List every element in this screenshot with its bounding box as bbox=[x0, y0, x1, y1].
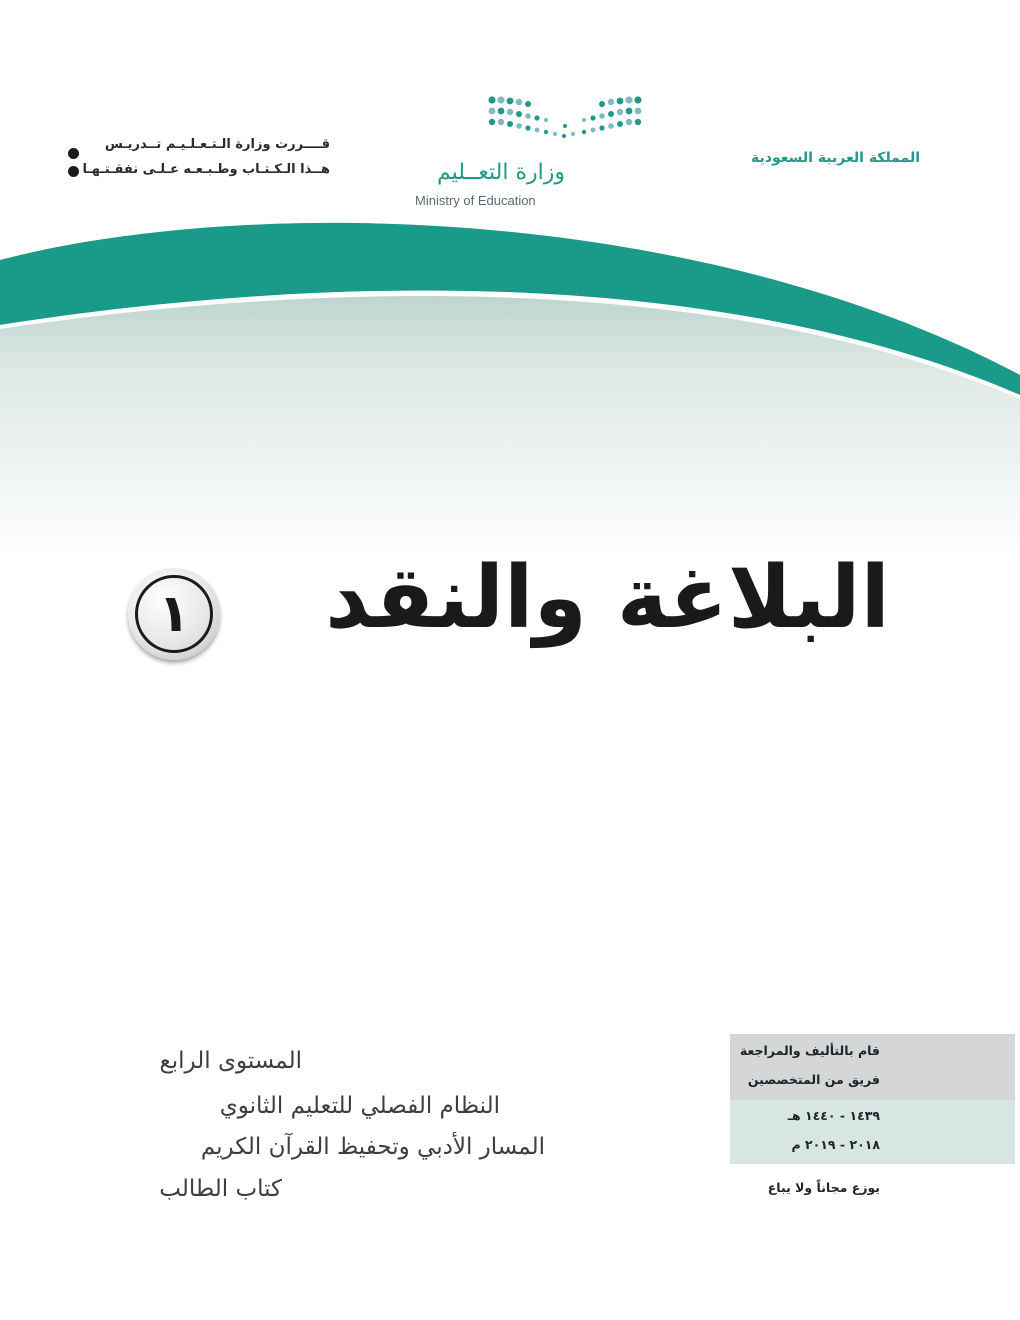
ministry-name-arabic: وزارة التعــليم bbox=[436, 160, 565, 185]
bullet-icon bbox=[68, 166, 79, 177]
header-wave bbox=[0, 215, 1020, 560]
track-label: المسار الأدبي وتحفيظ القرآن الكريم bbox=[200, 1134, 545, 1160]
kingdom-name: المملكة العربية السعودية bbox=[751, 150, 920, 166]
book-title: البلاغة والنقد bbox=[325, 548, 890, 648]
volume-number: ١ bbox=[135, 575, 213, 653]
book-type-label: كتاب الطالب bbox=[159, 1176, 282, 1202]
ministry-logo-icon bbox=[480, 90, 650, 160]
volume-badge bbox=[128, 568, 220, 660]
bullet-icon bbox=[68, 148, 79, 159]
ministry-name-english: Ministry of Education bbox=[415, 193, 536, 208]
system-label: النظام الفصلي للتعليم الثانوي bbox=[219, 1093, 500, 1119]
distribution-note: يوزع مجاناً ولا يباع bbox=[767, 1180, 880, 1195]
authored-by: قام بالتأليف والمراجعة bbox=[739, 1043, 880, 1058]
hijri-year: ١٤٣٩ - ١٤٤٠ هـ bbox=[787, 1108, 880, 1123]
level-label: المستوى الرابع bbox=[159, 1048, 302, 1074]
gregorian-year: ٢٠١٨ - ٢٠١٩ م bbox=[791, 1137, 880, 1152]
decree-line-2: هــذا الـكـتـاب وطـبـعـه عـلـى نفقـتـهـا bbox=[82, 162, 330, 177]
authoring-team: فريق من المتخصصين bbox=[747, 1072, 880, 1087]
decree-line-1: قــــررت وزارة الـتـعـلـيـم تــدريـس bbox=[104, 137, 330, 152]
